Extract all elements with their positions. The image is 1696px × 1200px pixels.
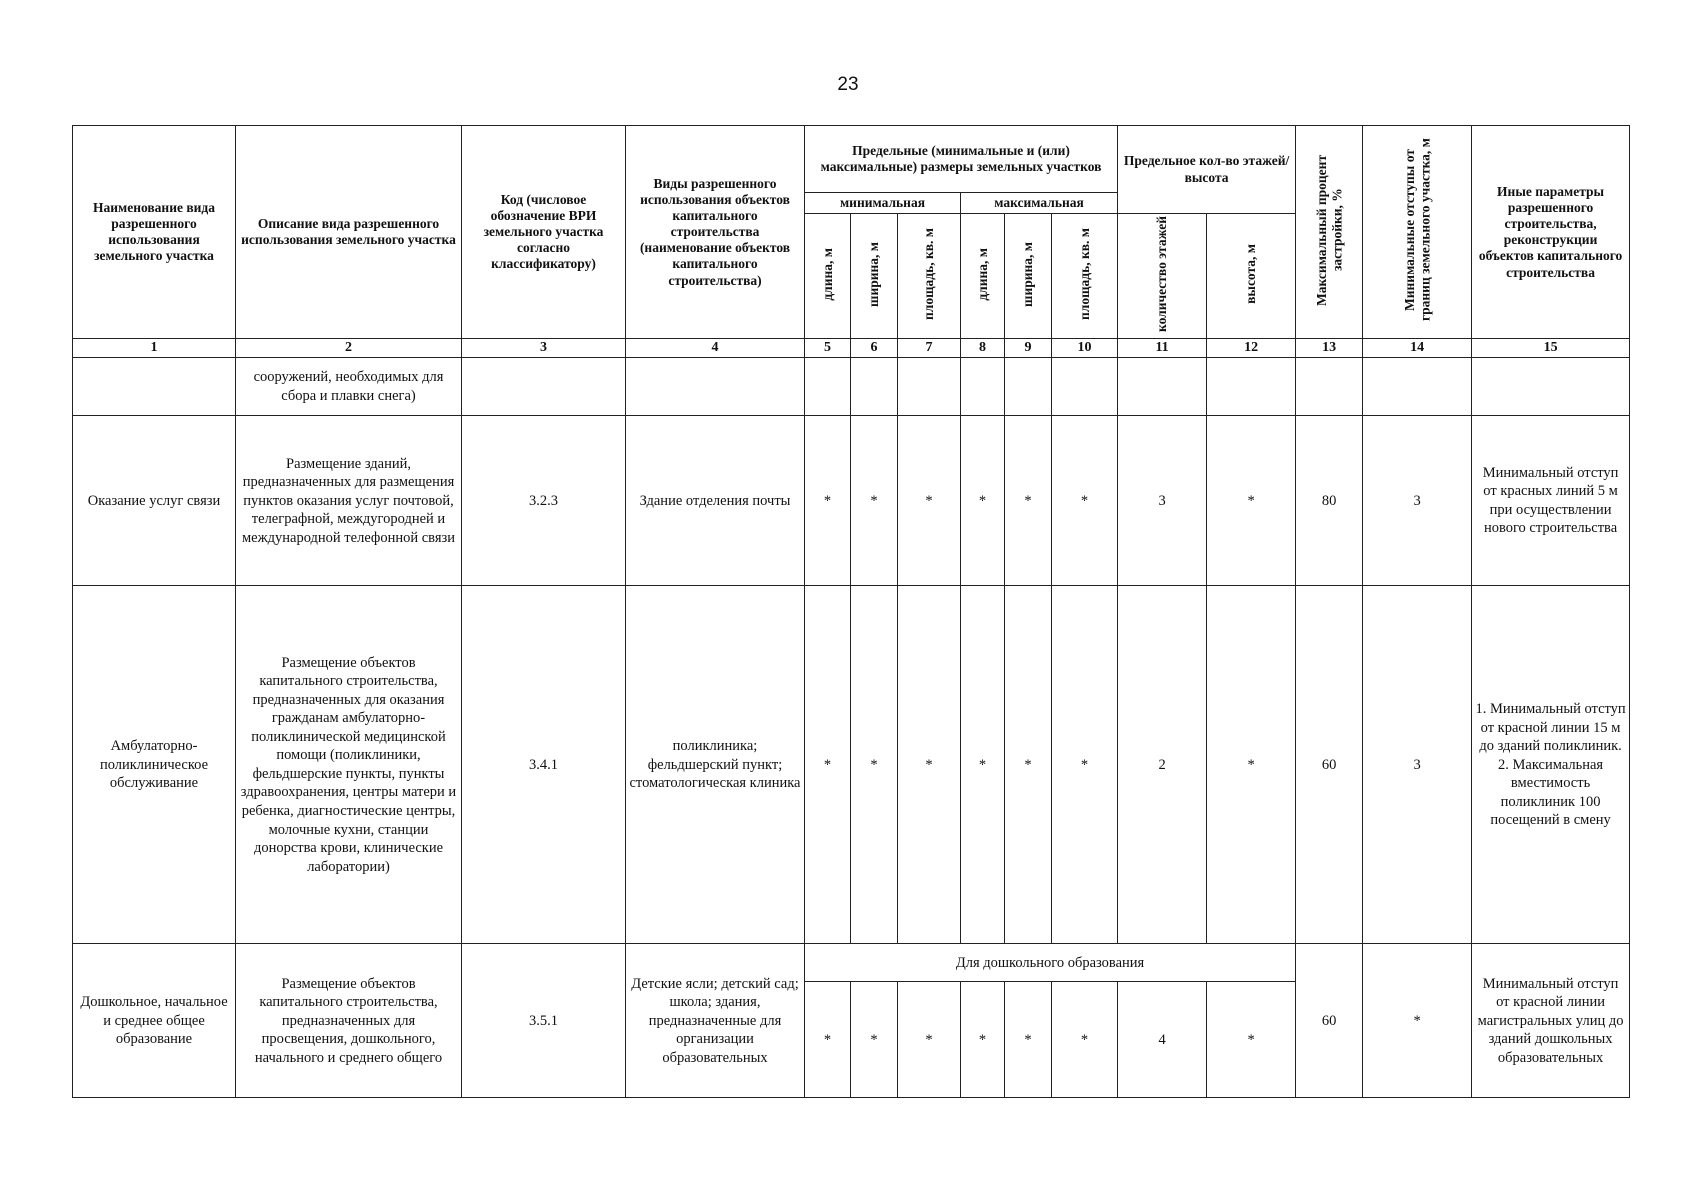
header-max-width: ширина, м xyxy=(1005,214,1052,339)
row-other-params xyxy=(1472,358,1630,416)
header-name: Наименование вида разрешенного использования земельного участка xyxy=(73,126,236,339)
cell-max-area: * xyxy=(1052,982,1118,1098)
table-row xyxy=(73,944,1630,982)
column-number: 11 xyxy=(1118,339,1207,358)
cell-max-length: * xyxy=(961,416,1005,586)
cell-max-width: * xyxy=(1005,586,1052,944)
cell-min-setback: * xyxy=(1363,944,1472,1098)
header-min-length: длина, м xyxy=(805,214,851,339)
cell-max-build-percent xyxy=(1296,358,1363,416)
row-description: Размещение объектов капитального строительства, предназначенных для просвещения, дошкольного, начального и среднего общего xyxy=(236,944,462,1098)
cell-max-length: * xyxy=(961,586,1005,944)
column-number: 4 xyxy=(626,339,805,358)
cell-max-area: * xyxy=(1052,416,1118,586)
row-name: Оказание услуг связи xyxy=(73,416,236,586)
row-code: 3.4.1 xyxy=(462,586,626,944)
regulations-table xyxy=(72,125,1630,1098)
column-numbers-row xyxy=(73,339,1630,358)
cell-min-area xyxy=(898,358,961,416)
page-number: 23 xyxy=(837,74,859,95)
row-code: 3.5.1 xyxy=(462,944,626,1098)
row-name: Амбулаторно-поликлиническое обслуживание xyxy=(73,586,236,944)
cell-min-width: * xyxy=(851,982,898,1098)
column-number: 7 xyxy=(898,339,961,358)
column-number: 6 xyxy=(851,339,898,358)
cell-floors: 3 xyxy=(1118,416,1207,586)
cell-height xyxy=(1207,358,1296,416)
cell-max-width: * xyxy=(1005,982,1052,1098)
header-description: Описание вида разрешенного использования земельного участка xyxy=(236,126,462,339)
column-number: 14 xyxy=(1363,339,1472,358)
column-number: 5 xyxy=(805,339,851,358)
cell-min-area: * xyxy=(898,416,961,586)
table-row xyxy=(73,416,1630,586)
column-number: 2 xyxy=(236,339,462,358)
cell-max-area: * xyxy=(1052,586,1118,944)
cell-min-width: * xyxy=(851,586,898,944)
cell-height: * xyxy=(1207,982,1296,1098)
cell-min-length: * xyxy=(805,416,851,586)
cell-max-build-percent: 60 xyxy=(1296,586,1363,944)
cell-floors: 4 xyxy=(1118,982,1207,1098)
cell-height: * xyxy=(1207,586,1296,944)
header-max-area: площадь, кв. м xyxy=(1052,214,1118,339)
header-other-params: Иные параметры разрешенного строительства, реконструкции объектов капитального строительства xyxy=(1472,126,1630,339)
cell-floors: 2 xyxy=(1118,586,1207,944)
row-code xyxy=(462,358,626,416)
cell-max-build-percent: 80 xyxy=(1296,416,1363,586)
row-objects xyxy=(626,358,805,416)
header-code: Код (числовое обозначение ВРИ земельного участка согласно классификатору) xyxy=(462,126,626,339)
row-subheader: Для дошкольного образования xyxy=(805,944,1296,982)
cell-min-area: * xyxy=(898,586,961,944)
cell-min-length xyxy=(805,358,851,416)
header-maximal: максимальная xyxy=(961,193,1118,214)
header-min-width: ширина, м xyxy=(851,214,898,339)
cell-min-setback: 3 xyxy=(1363,586,1472,944)
header-min-area: площадь, кв. м xyxy=(898,214,961,339)
header-height: высота, м xyxy=(1207,214,1296,339)
header-plot-sizes: Предельные (минимальные и (или) максимальные) размеры земельных участков xyxy=(805,126,1118,193)
cell-min-area: * xyxy=(898,982,961,1098)
header-max-build-percent: Максимальный процент застройки, % xyxy=(1296,126,1363,339)
column-number: 8 xyxy=(961,339,1005,358)
cell-min-setback xyxy=(1363,358,1472,416)
row-description: сооружений, необходимых для сбора и плавки снега) xyxy=(236,358,462,416)
cell-min-length: * xyxy=(805,586,851,944)
column-number: 13 xyxy=(1296,339,1363,358)
row-other-params: 1. Минимальный отступ от красной линии 15 м до зданий поликлиник. 2. Максимальная вместимость поликлиник 100 посещений в смену xyxy=(1472,586,1630,944)
column-number: 10 xyxy=(1052,339,1118,358)
column-number: 1 xyxy=(73,339,236,358)
row-objects: Здание отделения почты xyxy=(626,416,805,586)
header-floors-height: Предельное кол-во этажей/высота xyxy=(1118,126,1296,214)
cell-floors xyxy=(1118,358,1207,416)
header-object-types: Виды разрешенного использования объектов капитального строительства (наименование объектов капитального строительства) xyxy=(626,126,805,339)
column-number: 12 xyxy=(1207,339,1296,358)
row-name: Дошкольное, начальное и среднее общее образование xyxy=(73,944,236,1098)
column-number: 9 xyxy=(1005,339,1052,358)
column-number: 3 xyxy=(462,339,626,358)
header-minimal: минимальная xyxy=(805,193,961,214)
row-description: Размещение объектов капитального строительства, предназначенных для оказания гражданам амбулаторно-поликлинической медицинской помощи (поликлиники, фельдшерские пункты, пункты здравоохранения, центры матери и ребенка, диагностические центры, молочные кухни, станции донорства крови, клинические лаборатории) xyxy=(236,586,462,944)
cell-max-build-percent: 60 xyxy=(1296,944,1363,1098)
row-objects: поликлиника; фельдшерский пункт; стоматологическая клиника xyxy=(626,586,805,944)
row-description: Размещение зданий, предназначенных для размещения пунктов оказания услуг почтовой, телеграфной, междугородней и международной телефонной связи xyxy=(236,416,462,586)
cell-min-width: * xyxy=(851,416,898,586)
row-name xyxy=(73,358,236,416)
cell-max-length xyxy=(961,358,1005,416)
row-other-params: Минимальный отступ от красной линии магистральных улиц до зданий дошкольных образовательных xyxy=(1472,944,1630,1098)
row-code: 3.2.3 xyxy=(462,416,626,586)
cell-min-width xyxy=(851,358,898,416)
column-number: 15 xyxy=(1472,339,1630,358)
row-other-params: Минимальный отступ от красных линий 5 м при осуществлении нового строительства xyxy=(1472,416,1630,586)
cell-max-length: * xyxy=(961,982,1005,1098)
header-min-setbacks: Минимальные отступы от границ земельного участка, м xyxy=(1363,126,1472,339)
cell-min-setback: 3 xyxy=(1363,416,1472,586)
row-objects: Детские ясли; детский сад; школа; здания, предназначенные для организации образовательных xyxy=(626,944,805,1098)
header-floors: количество этажей xyxy=(1118,214,1207,339)
header-max-length: длина, м xyxy=(961,214,1005,339)
table-row xyxy=(73,358,1630,416)
cell-min-length: * xyxy=(805,982,851,1098)
cell-max-area xyxy=(1052,358,1118,416)
cell-max-width xyxy=(1005,358,1052,416)
cell-height: * xyxy=(1207,416,1296,586)
cell-max-width: * xyxy=(1005,416,1052,586)
table-row xyxy=(73,586,1630,944)
